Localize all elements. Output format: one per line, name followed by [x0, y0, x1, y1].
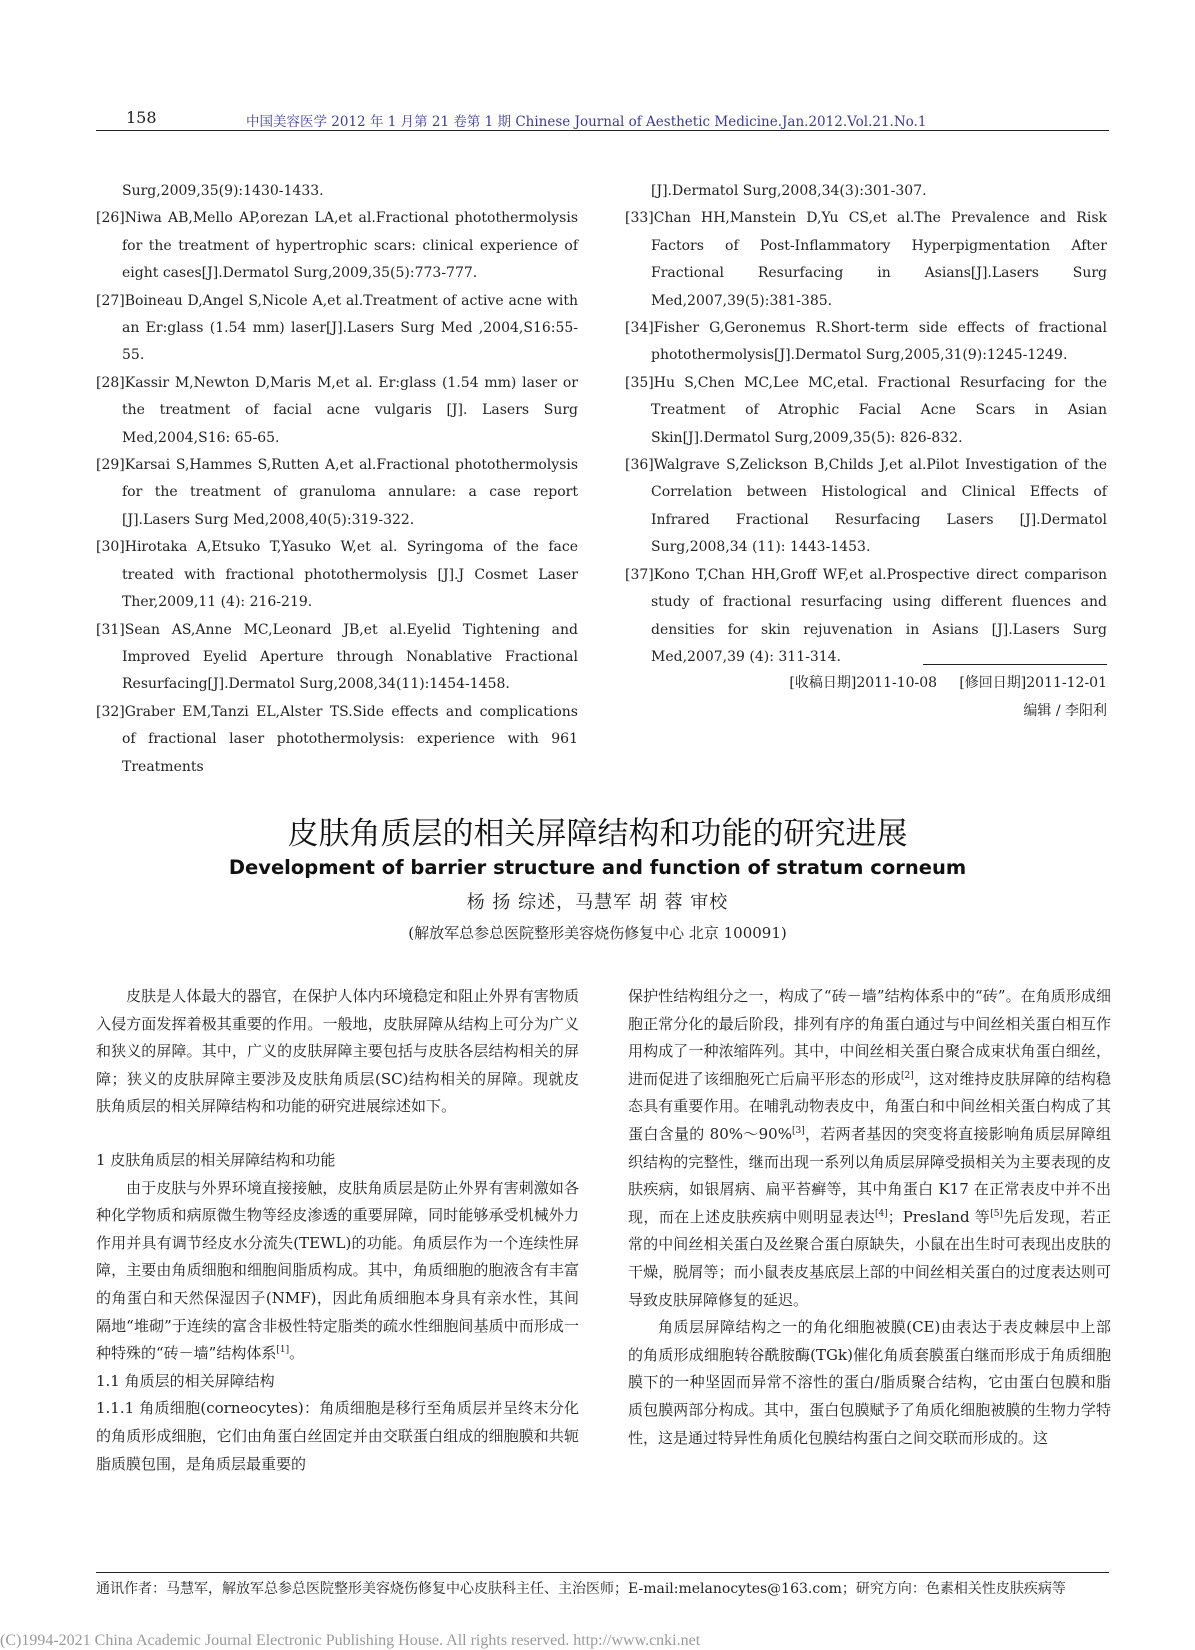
reference-item: [33]Chan HH,Manstein D,Yu CS,et al.The Prevalence and Risk Factors of Post-Inflammatory Hyperpigmentation After Fractional Resurfacing in Asians[J].Lasers Surg Med,2007,39(5):381-385.	[625, 210, 1107, 309]
body-left-column	[96, 983, 579, 1478]
references-left-column	[96, 178, 578, 781]
corresponding-author-footnote: 通讯作者：马慧军，解放军总参总医院整形美容烧伤修复中心皮肤科主任、主治医师；E-mail:melanocytes@163.com；研究方向：色素相关性皮肤疾病等	[96, 1581, 1066, 1597]
reference-item: [35]Hu S,Chen MC,Lee MC,etal. Fractional Resurfacing for the Treatment of Atrophic Facial Acne Scars in Asian Skin[J].Dermatol Surg,2009,35(5): 826-832.	[625, 374, 1107, 446]
reference-item: [27]Boineau D,Angel S,Nicole A,et al.Treatment of active acne with an Er:glass (1.54 mm) laser[J].Lasers Surg Med ,2004,S16:55-55.	[96, 292, 578, 364]
revised-date: [修回日期]2011-12-01	[959, 675, 1107, 691]
body-right-column	[628, 983, 1111, 1452]
authors-line: 杨 扬 综述，马慧军 胡 蓉 审校	[466, 892, 729, 913]
submission-dates	[789, 672, 1107, 692]
reference-item: [34]Fisher G,Geronemus R.Short-term side effects of fractional photothermolysis[J].Dermatol Surg,2005,31(9):1245-1249.	[625, 320, 1107, 364]
article-title-chinese: 皮肤角质层的相关屏障结构和功能的研究进展	[287, 816, 908, 852]
continued-paragraph: 保护性结构组分之一，构成了“砖－墙”结构体系中的“砖”。在角质形成细胞正常分化的最后阶段，排列有序的角蛋白通过与中间丝相关蛋白相互作用构成了一种浓缩阵列。其中，中间丝相关蛋白聚合成束状角蛋白细丝，进而促进了该细胞死亡后扁平形态的形成[2]，这对维持皮肤屏障的结构稳态具有重要作用。在哺乳动物表皮中，角蛋白和中间丝相关蛋白构成了其蛋白含量的 80%～90%[3]，若两者基因的突变将直接影响角质层屏障组织结构的完整性，继而出现一系列以角质层屏障受损相关为主要表现的皮肤疾病，如银屑病、扁平苔癣等，其中角蛋白 K17 在正常表皮中并不出现，而在上述皮肤疾病中则明显表达[4]；Presland 等[5]先后发现，若正常的中间丝相关蛋白及丝聚合蛋白原缺失，小鼠在出生时可表现出皮肤的干燥，脱屑等；而小鼠表皮基底层上部的中间丝相关蛋白的过度表达则可导致皮肤屏障修复的延迟。	[628, 987, 1111, 1309]
intro-paragraph: 皮肤是人体最大的器官，在保护人体内环境稳定和阻止外界有害物质入侵方面发挥着极其重要的作用。一般地，皮肤屏障从结构上可分为广义和狭义的屏障。其中，广义的皮肤屏障主要包括与皮肤各层结构相关的屏障；狭义的皮肤屏障主要涉及皮肤角质层(SC)结构相关的屏障。现就皮肤角质层的相关屏障结构和功能的研究进展综述如下。	[96, 987, 579, 1116]
received-date: [收稿日期]2011-10-08	[789, 675, 938, 691]
copyright-watermark: (C)1994-2021 China Academic Journal Electronic Publishing House. All rights reserved. http://www.cnki.net	[0, 1632, 701, 1649]
footnote-divider	[96, 1572, 1109, 1573]
subsubsection-paragraph: 1.1.1 角质细胞(corneocytes)：角质细胞是移行至角质层并呈终末分化的角质形成细胞，它们由角蛋白丝固定并由交联蛋白组成的细胞膜和共轭脂质膜包围，是角质层最重要的	[96, 1399, 579, 1473]
reference-item: [29]Karsai S,Hammes S,Rutten A,et al.Fractional photothermolysis for the treatment of granuloma annulare: a case report [J].Lasers Surg Med,2008,40(5):319-322.	[96, 457, 578, 528]
citation: [2]	[901, 1070, 914, 1081]
page-number: 158	[126, 108, 157, 127]
reference-item: [30]Hirotaka A,Etsuko T,Yasuko W,et al. Syringoma of the face treated with fractional photothermolysis [J].J Cosmet Laser Ther,2009,11 (4): 216-219.	[96, 539, 578, 611]
reference-item: Surg,2009,35(9):1430-1433.	[122, 183, 324, 199]
reference-item: [32]Graber EM,Tanzi EL,Alster TS.Side effects and complications of fractional laser photothermolysis: experience with 961 Treatments	[96, 703, 578, 775]
reference-item: [26]Niwa AB,Mello AP,orezan LA,et al.Fractional photothermolysis for the treatment of hypertrophic scars: clinical experience of eight cases[J].Dermatol Surg,2009,35(5):773-777.	[96, 210, 578, 282]
citation: [3]	[791, 1125, 805, 1136]
citation: [4]	[874, 1208, 888, 1219]
section-paragraph: 由于皮肤与外界环境直接接触，皮肤角质层是防止外界有害刺激如各种化学物质和病原微生物等经皮渗透的重要屏障，同时能够承受机械外力作用并具有调节经皮水分流失(TEWL)的功能。角质层作为一个连续性屏障，主要由角质细胞和细胞间脂质构成。其中，角质细胞的胞液含有丰富的角蛋白和天然保湿因子(NMF)，因此角质细胞本身具有亲水性，其间隔地“堆砌”于连续的富含非极性特定脂类的疏水性细胞间基质中而形成一种特殊的“砖－墙”结构体系[1]。	[96, 1178, 579, 1363]
running-header	[96, 104, 1109, 131]
ce-paragraph: 角质层屏障结构之一的角化细胞被膜(CE)由表达于表皮棘层中上部的角质形成细胞转谷酰胺酶(TGk)催化角质套膜蛋白继而形成于角质细胞膜下的一种坚固而异常不溶性的蛋白/脂质聚合结构，它由蛋白包膜和脂质包膜两部分构成。其中，蛋白包膜赋予了角质化细胞被膜的生物力学特性，这是通过特异性角质化包膜结构蛋白之间交联而形成的。这	[628, 1318, 1111, 1447]
reference-item: [31]Sean AS,Anne MC,Leonard JB,et al.Eyelid Tightening and Improved Eyelid Aperture through Nonablative Fractional Resurfacing[J].Dermatol Surg,2008,34(11):1454-1458.	[96, 621, 578, 693]
journal-header: 中国美容医学 2012 年 1 月第 21 卷第 1 期 Chinese Journal of Aesthetic Medicine.Jan.2012.Vol.21.No.1	[246, 114, 927, 130]
citation: [5]	[990, 1208, 1003, 1219]
editor-credit: 编辑 / 李阳利	[1023, 703, 1107, 719]
reference-item: [36]Walgrave S,Zelickson B,Childs J,et al.Pilot Investigation of the Correlation between Histological and Clinical Effects of Infrared Fractional Resurfacing Lasers [J].Dermatol Surg,2008,34 (11): 1443-1453.	[625, 457, 1107, 556]
citation: [1]	[276, 1345, 290, 1356]
reference-item: [28]Kassir M,Newton D,Maris M,et al. Er:glass (1.54 mm) laser or the treatment of facial acne vulgaris [J]. Lasers Surg Med,2004,S16: 65-65.	[96, 374, 578, 446]
references-right-column	[625, 178, 1107, 671]
subsection-heading: 1.1 角质层的相关屏障结构	[96, 1371, 275, 1390]
section-heading-1: 1 皮肤角质层的相关屏障结构和功能	[96, 1150, 336, 1169]
dates-divider	[923, 664, 1107, 665]
affiliation: (解放军总参总医院整形美容烧伤修复中心 北京 100091)	[408, 924, 787, 942]
reference-item: [37]Kono T,Chan HH,Groff WF,et al.Prospective direct comparison study of fractional resurfacing using different fluences and densities for skin rejuvenation in Asians [J].Lasers Surg Med,2007,39 (4): 311-314.	[625, 566, 1107, 665]
reference-item: [J].Dermatol Surg,2008,34(3):301-307.	[651, 183, 927, 199]
article-title-english: Development of barrier structure and function of stratum corneum	[228, 856, 967, 879]
